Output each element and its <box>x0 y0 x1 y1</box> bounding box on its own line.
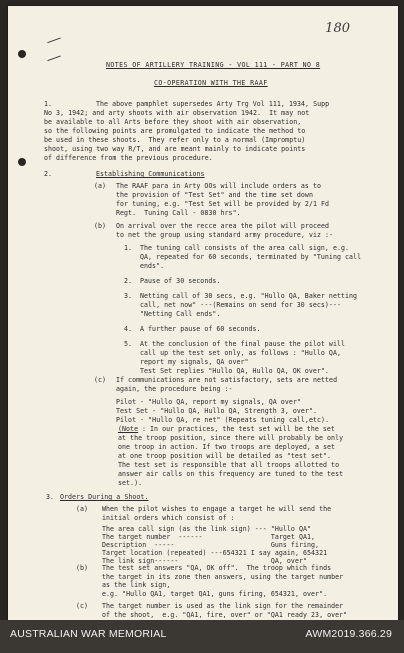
punch-hole <box>18 50 26 58</box>
paragraph-line: The test set answers "QA, OK off". The troop which finds <box>102 564 332 572</box>
paragraph-line: of the shoot, e.g. "QA1, fire, over" or "QA1 ready 23, over" <box>102 610 348 619</box>
paragraph-line: be used in these shoots. They refer only to a normal (Impromptu) <box>44 136 306 144</box>
punch-hole <box>18 158 26 166</box>
handwritten-page-number: 180 <box>325 21 350 36</box>
order-line: The link sign------ QA, over" <box>102 557 308 565</box>
paragraph-line: On arrival over the recce area the pilot will proceed <box>116 222 330 230</box>
note-line: at the troop position, since there will probably be only <box>118 434 344 442</box>
order-line: The target number ------ Target QA1, <box>102 533 316 541</box>
paragraph-line: Regt. Tuning Call - 0830 hrs". <box>116 209 241 217</box>
paragraph-line: If communications are not satisfactory, sets are netted <box>116 376 338 384</box>
document-subtitle: CO-OPERATION WITH THE RAAF <box>154 79 268 87</box>
step-number: 2. <box>124 277 133 285</box>
subsection-label: (a) <box>94 182 107 190</box>
section-heading: Establishing Communications <box>96 170 205 178</box>
section-number: 3. <box>46 493 55 501</box>
note-line: set.). <box>118 479 143 487</box>
step-line: Pause of 30 seconds. <box>140 277 221 285</box>
note-line: answer air calls on this frequency are tuned to the test <box>118 470 344 478</box>
step-line: Netting call of 30 secs, e.g. "Hullo QA, Baker netting <box>140 292 358 300</box>
paragraph-line: The target number is used as the link sign for the remainder <box>102 602 344 610</box>
step-line: call, net now" ---(Remains on send for 30 secs)--- <box>140 301 341 309</box>
note-line: at one troop position will be detailed as "test set". <box>118 452 332 460</box>
paragraph-line: When the pilot wishes to engage a target he will send the <box>102 505 332 513</box>
step-line: QA, repeated for 60 seconds, terminated by "Tuning call <box>140 253 362 261</box>
paragraph-line: the provision of "Test Set" and the time set down <box>116 191 313 199</box>
paragraph-line: so the following points are promulgated to indicate the method to <box>44 127 306 135</box>
paragraph-line: as the link sign, <box>102 581 171 589</box>
document-title: NOTES OF ARTILLERY TRAINING - VOL 111 - PART NO 8 <box>106 61 321 69</box>
note-label: (Note <box>118 425 139 433</box>
dialog-line: Pilot - "Hullo QA, report my signals, QA over" <box>116 398 301 406</box>
paragraph-line: The above pamphlet supersedes Arty Trg Vol 111, 1934, Supp <box>96 100 330 108</box>
step-number: 5. <box>124 340 133 348</box>
step-number: 3. <box>124 292 133 300</box>
paragraph-line: No 3, 1942; and arty shoots with air observation 1942. It may not <box>44 109 310 117</box>
step-line: A further pause of 60 seconds. <box>140 325 261 333</box>
section-heading: Orders During a Shoot. <box>60 493 149 501</box>
step-line: call up the test set only, as follows : "Hullo QA, <box>140 349 341 357</box>
section-number: 2. <box>44 170 53 178</box>
note-line: The test set is responsible that all troops allotted to <box>118 461 340 469</box>
paragraph-line: be available to all Arts before they shoot with air observation, <box>44 118 302 126</box>
step-number: 4. <box>124 325 133 333</box>
note-line: : In our practices, the test set will be the set <box>142 425 335 433</box>
paragraph-line: e.g. "Hullo QA1, target QA1, guns firing, 654321, over". <box>102 589 328 598</box>
document-page <box>8 6 398 620</box>
note-line: one troop in action. If two troops are deployed, a set <box>118 443 336 451</box>
subsection-label: (b) <box>94 222 107 230</box>
order-line: The area call sign (as the link sign) --- "Hullo QA" <box>102 525 312 533</box>
step-line: "Netting Call ends". <box>140 310 221 318</box>
archive-reference: AWM2019.366.29 <box>305 628 392 640</box>
dialog-line: Pilot - "Hullo QA, re net" (Repeats tuning call,etc). <box>116 416 330 424</box>
step-line: At the conclusion of the final pause the pilot will <box>140 340 346 348</box>
paragraph-line: The RAAF para in Arty OOs will include orders as to <box>116 182 322 190</box>
dialog-line: Test Set - "Hullo QA, Hullo QA, Strength 3, over". <box>116 407 317 415</box>
pen-mark <box>45 50 61 61</box>
archive-footer <box>0 620 404 653</box>
paragraph-line: of difference from the previous procedure. <box>44 154 213 162</box>
paragraph-line: initial orders which consist of : <box>102 514 235 522</box>
paragraph-line: for tuning, e.g. "Test Set will be provided by 2/1 Fd <box>116 200 330 208</box>
paragraph-line: to net the group using standard army procedure, viz :- <box>116 231 334 239</box>
paragraph-line: the target in its zone then answers, using the target number <box>102 572 344 581</box>
order-line: Description ----- Guns firing, <box>102 541 320 549</box>
subsection-label: (a) <box>76 505 89 513</box>
step-line: ends". <box>140 262 165 270</box>
subsection-label: (b) <box>76 564 89 572</box>
step-line: report my signals, QA over" <box>140 358 249 366</box>
paragraph-line: shoot, using two way R/T, and are meant mainly to indicate points <box>44 145 306 153</box>
subsection-label: (c) <box>94 376 107 384</box>
paragraph-line: again, the procedure being :- <box>116 385 233 393</box>
pen-mark <box>45 32 61 43</box>
step-number: 1. <box>124 244 133 252</box>
archive-name: AUSTRALIAN WAR MEMORIAL <box>10 628 167 640</box>
order-line: Target location (repeated) ---654321 I say again, 654321 <box>102 549 328 557</box>
step-line: The tuning call consists of the area call sign, e.g. <box>140 244 350 252</box>
step-line: Test Set replies "Hullo QA, Hullo QA, OK over". <box>140 367 329 375</box>
subsection-label: (c) <box>76 602 89 610</box>
paragraph-number: 1. <box>44 100 53 108</box>
